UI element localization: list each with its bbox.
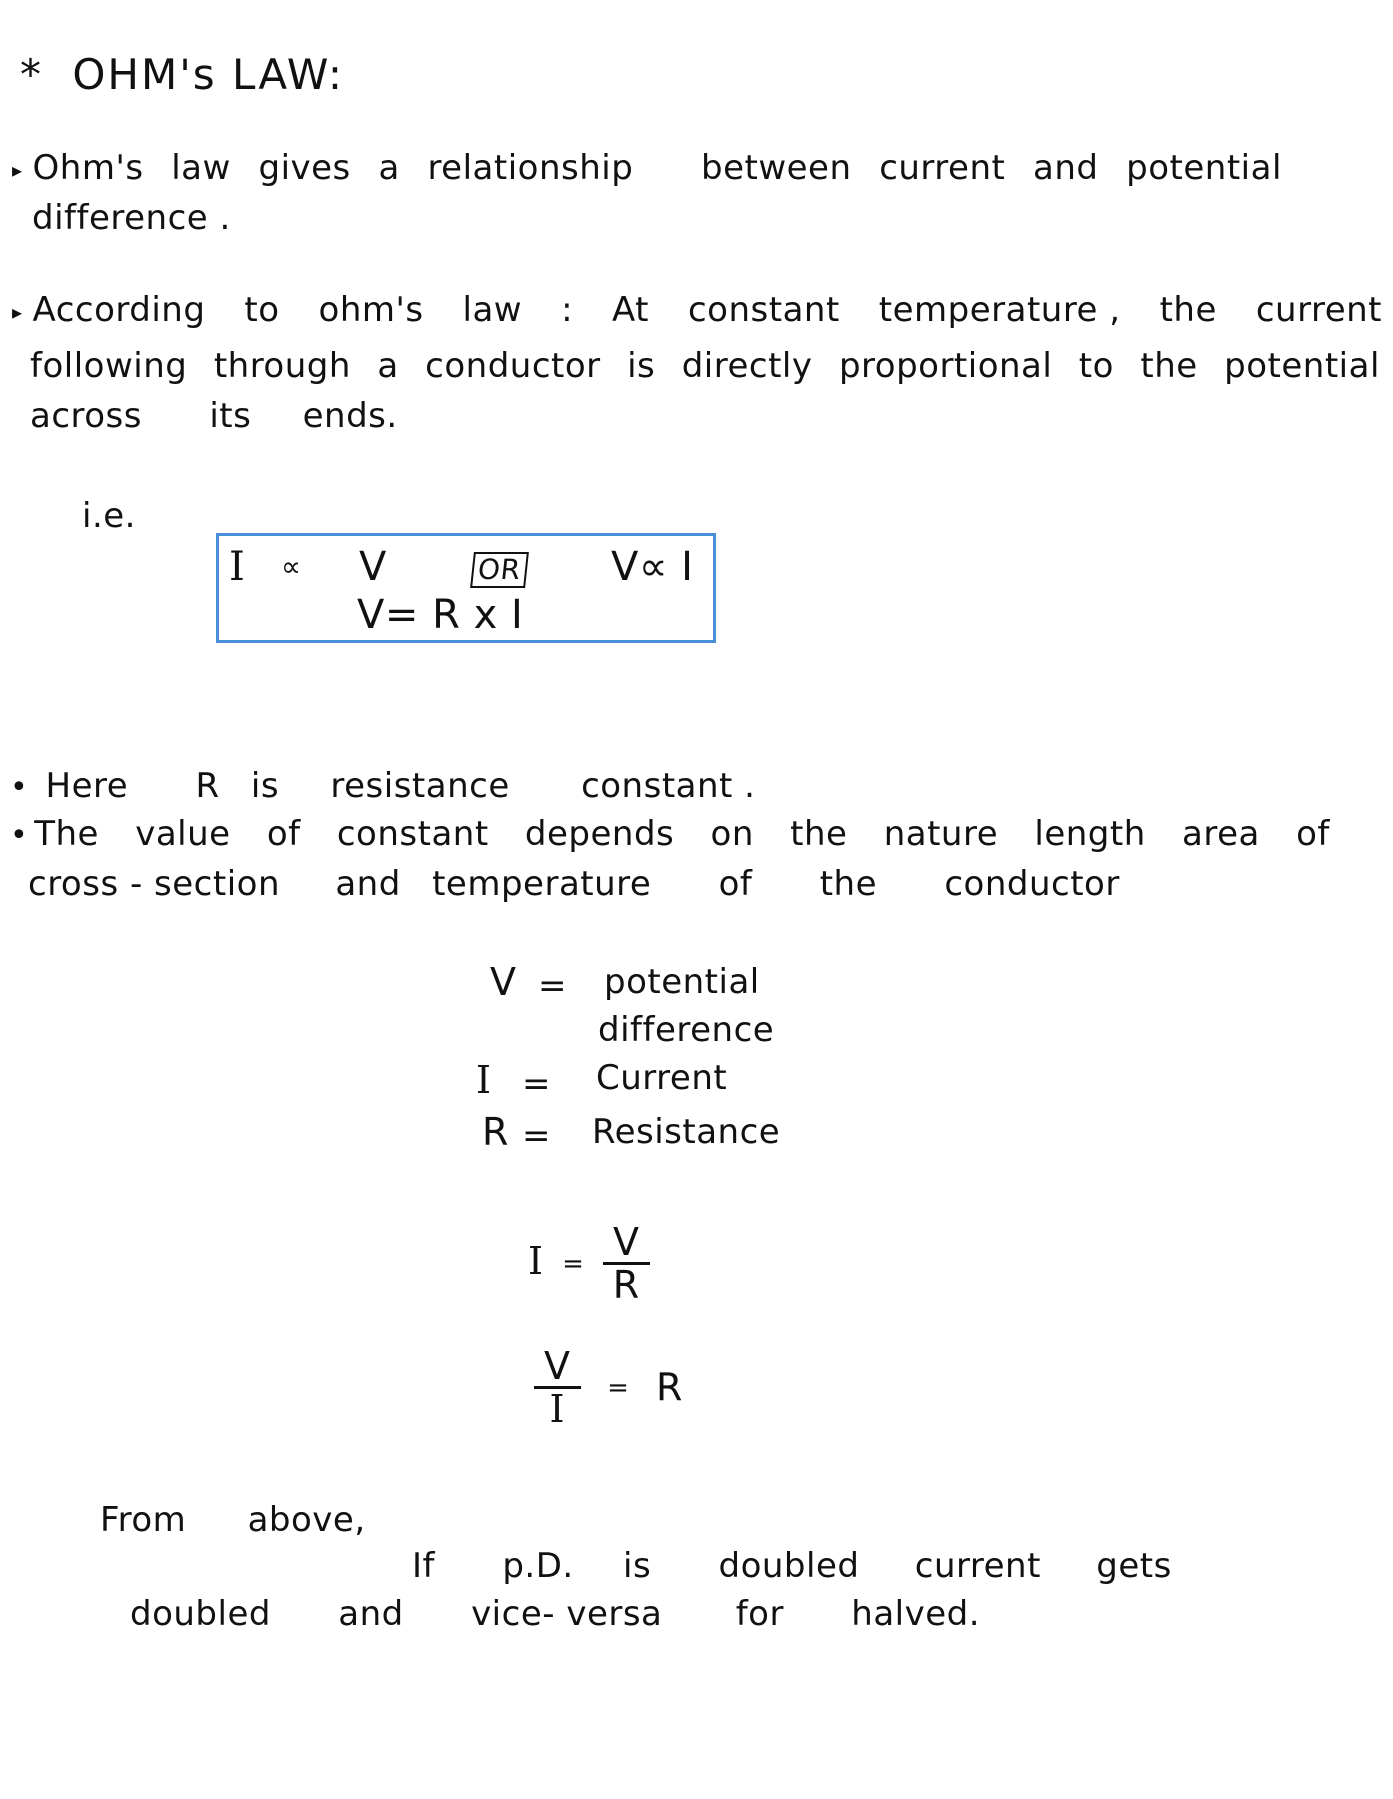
or-label: OR (472, 548, 527, 588)
dot-bullet-icon: • (10, 770, 29, 805)
def-meaning-r: Resistance (592, 1112, 781, 1152)
def-symbol-v: V (490, 960, 517, 1004)
ie-label: i.e. (82, 496, 136, 536)
equation-i-equals-v-over-r: I = $\frac{V}{R}$ (528, 1222, 650, 1305)
heading-text: OHM's LAW: (72, 50, 345, 99)
def-eq: = (522, 1064, 551, 1104)
page-heading (20, 50, 344, 99)
equation-v-over-i-equals-r: $\frac{V}{I}$ = R (534, 1346, 683, 1429)
def-eq: = (522, 1116, 551, 1156)
point1-line2: difference . (32, 198, 231, 238)
star-icon: * (20, 50, 43, 99)
note2-line2: cross - section and temperature of the conductor (28, 864, 1120, 904)
formula-box (216, 533, 716, 643)
point2-line3: across its ends. (30, 396, 398, 436)
eq1-right: V (359, 544, 387, 590)
eq3: V= R x I (357, 592, 524, 638)
eq2: V∝ I (611, 544, 694, 590)
def-meaning-v2: difference (598, 1010, 775, 1050)
conclusion-line3: doubled and vice- versa for halved. (130, 1594, 981, 1634)
triangle-bullet-icon: ▸ (12, 299, 23, 324)
def-meaning-i: Current (596, 1058, 728, 1098)
point1-line1: ▸ Ohm's law gives a relationship between current and potential (12, 148, 1282, 188)
note2-line1: • The value of constant depends on the nature length area of (10, 814, 1330, 854)
note1: • Here R is resistance constant . (10, 766, 756, 806)
def-meaning-v: potential (604, 962, 760, 1002)
dot-bullet-icon: • (10, 818, 29, 853)
def-eq: = (538, 966, 567, 1006)
conclusion-line2: If p.D. is doubled current gets (412, 1546, 1172, 1586)
proportional-icon: ∝ (281, 550, 302, 583)
triangle-bullet-icon: ▸ (12, 157, 23, 182)
point2-line2: following through a conductor is directly proportional to the potential (30, 346, 1380, 386)
def-symbol-i: I (476, 1058, 492, 1102)
point2-line1: ▸ According to ohm's law : At constant temperature , the current (12, 290, 1382, 330)
eq1-left: I (229, 544, 246, 590)
def-symbol-r: R (482, 1110, 509, 1154)
conclusion-line1: From above, (100, 1500, 366, 1540)
